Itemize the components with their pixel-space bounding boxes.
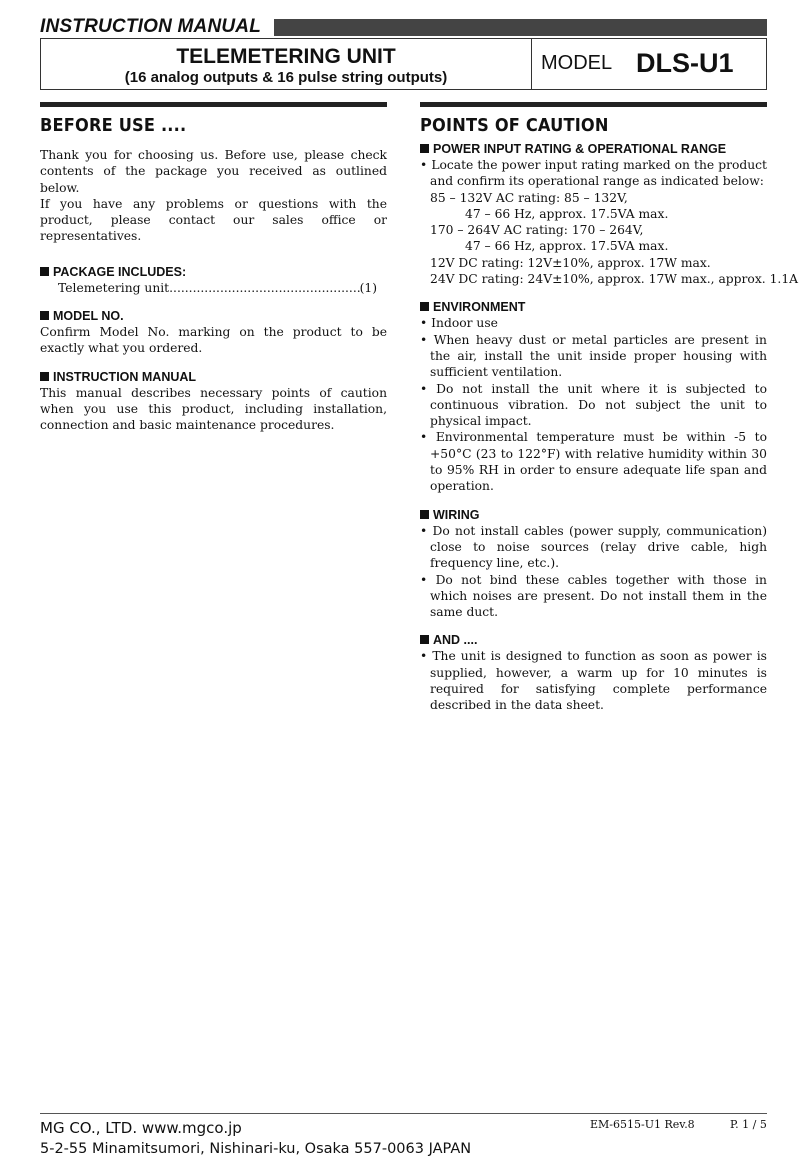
square-bullet-icon (420, 144, 429, 153)
and-heading: AND .... (420, 632, 767, 648)
wiring-bullet: • Do not bind these cables together with those in which noises are present. Do not install them in the same duct. (420, 572, 767, 620)
footer-page-number: P. 1 / 5 (730, 1118, 767, 1131)
instruction-manual-heading: INSTRUCTION MANUAL (40, 369, 387, 385)
footer-doc-number: EM-6515-U1 Rev.8 (590, 1118, 695, 1131)
document-subtitle: (16 analog outputs & 16 pulse string outputs) (124, 69, 448, 86)
package-qty: (1) (359, 280, 377, 295)
power-line: 170 – 264V AC rating: 170 – 264V, (430, 223, 644, 238)
power-line: 85 – 132V AC rating: 85 – 132V, (430, 190, 628, 205)
section-rule (40, 102, 387, 107)
power-line: 47 – 66 Hz, approx. 17.5VA max. (465, 239, 669, 254)
package-item-row (40, 280, 387, 296)
square-bullet-icon (40, 372, 49, 381)
banner-bar (274, 19, 767, 36)
wiring-heading: WIRING (420, 507, 767, 523)
environment-bullet: • Do not install the unit where it is subjected to continuous vibration. Do not subject the unit to physical impact. (420, 381, 767, 429)
square-bullet-icon (40, 267, 49, 276)
model-block (541, 39, 766, 89)
footer-rule (40, 1113, 767, 1114)
environment-bullet: • Environmental temperature must be within -5 to +50°C (23 to 122°F) with relative humidity within 30 to 95% RH in order to ensure adequate life span and operation. (420, 430, 767, 494)
environment-bullet: • Indoor use (420, 316, 498, 331)
wiring-bullet: • Do not install cables (power supply, communication) close to noise sources (relay drive cable, high frequency line, etc.). (420, 523, 767, 571)
banner (40, 16, 767, 38)
left-column (40, 102, 387, 434)
model-no-heading: MODEL NO. (40, 308, 387, 324)
dot-leader (169, 280, 359, 296)
power-line: 12V DC rating: 12V±10%, approx. 17W max. (430, 255, 711, 270)
power-line: 47 – 66 Hz, approx. 17.5VA max. (465, 206, 669, 221)
package-heading: PACKAGE INCLUDES: (40, 264, 387, 280)
intro-paragraph: Thank you for choosing us. Before use, please check contents of the package you received as outlined below. (40, 148, 387, 195)
power-heading: POWER INPUT RATING & OPERATIONAL RANGE (420, 141, 767, 157)
model-value: DLS-U1 (636, 48, 734, 78)
title-block (41, 39, 532, 89)
square-bullet-icon (420, 635, 429, 644)
square-bullet-icon (420, 302, 429, 311)
environment-heading: ENVIRONMENT (420, 299, 767, 315)
document-title: TELEMETERING UNIT (176, 45, 396, 68)
footer-address: 5-2-55 Minamitsumori, Nishinari-ku, Osaka 557-0063 JAPAN (40, 1141, 472, 1157)
section-rule (420, 102, 767, 107)
instruction-manual-text: This manual describes necessary points of caution when you use this product, including installation, connection and basic maintenance procedures. (40, 385, 387, 433)
footer-company: MG CO., LTD. www.mgco.jp (40, 1119, 242, 1137)
before-use-heading: BEFORE USE .... (40, 115, 187, 136)
power-bullet: • Locate the power input rating marked on the product and confirm its operational range as indicated below: (420, 158, 767, 189)
banner-title: INSTRUCTION MANUAL (40, 16, 262, 37)
square-bullet-icon (40, 311, 49, 320)
right-column (420, 102, 799, 714)
points-of-caution-heading: POINTS OF CAUTION (420, 115, 609, 136)
power-line: 24V DC rating: 24V±10%, approx. 17W max., approx. 1.1A (430, 272, 799, 287)
package-item: Telemetering unit (58, 280, 170, 295)
environment-bullet: • When heavy dust or metal particles are present in the air, install the unit inside proper housing with sufficient ventilation. (420, 332, 767, 380)
model-no-text: Confirm Model No. marking on the product to be exactly what you ordered. (40, 325, 387, 356)
title-box (40, 38, 767, 90)
model-label: MODEL (541, 52, 613, 74)
and-bullet: • The unit is designed to function as soon as power is supplied, however, a warm up for 10 minutes is required for satisfying complete performance described in the data sheet. (420, 649, 767, 713)
square-bullet-icon (420, 510, 429, 519)
intro-paragraph: If you have any problems or questions with the product, please contact our sales office or representatives. (40, 196, 387, 244)
